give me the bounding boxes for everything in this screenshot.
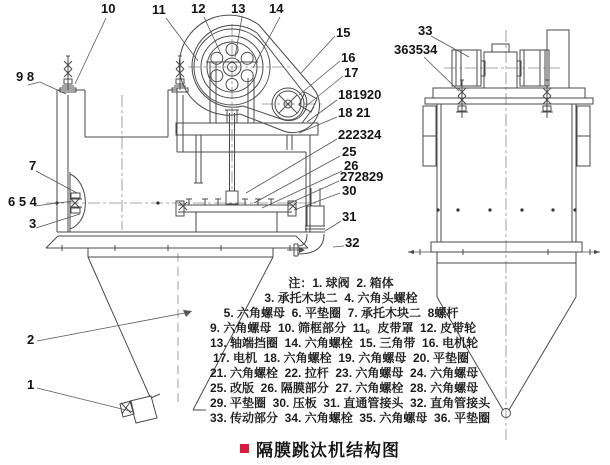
- tension-bolt-right: [172, 56, 188, 92]
- callout-11: 11: [152, 2, 166, 17]
- callout-1: 1: [27, 377, 35, 392]
- callout-31: 31: [342, 209, 357, 224]
- callout-25: 25: [342, 144, 357, 159]
- callout-30: 30: [342, 183, 357, 198]
- legend-line: 25. 改版 26. 隔膜部分 27. 六角螺栓 28. 六角螺母: [210, 381, 479, 395]
- legend-line: 21. 六角螺栓 22. 拉杆 23. 六角螺母 24. 六角螺母: [210, 366, 479, 380]
- callout-16: 16: [341, 50, 356, 65]
- callout-18-21: 18 21: [338, 105, 371, 120]
- legend-line: 33. 传动部分 34. 六角螺栓 35. 六角螺母 36. 平垫圈: [210, 411, 491, 425]
- legend-line: 注：1. 球阀 2. 箱体: [288, 276, 394, 290]
- callout-36-35-34: 363534: [394, 42, 438, 57]
- diagram-title: 隔膜跳汰机结构图: [256, 441, 400, 460]
- legend-line: 3. 承托木块二 4. 六角头螺栓: [264, 291, 418, 305]
- callout-32: 32: [345, 235, 360, 250]
- callout-22-23-24: 222324: [338, 127, 382, 142]
- callout-15: 15: [336, 25, 351, 40]
- callout-6-5-4: 6 5 4: [8, 194, 37, 209]
- callout-18-19-20: 181920: [338, 87, 382, 102]
- legend-line: 9. 六角螺母 10. 筛框部分 11。皮带罩 12. 皮带轮: [210, 321, 477, 335]
- callout-27-28-29: 272829: [340, 169, 384, 184]
- legend-line: 5. 六角螺母 6. 平垫圈 7. 承托木块二 8螺杆: [223, 306, 459, 320]
- callout-33: 33: [418, 23, 433, 38]
- legend-line: 13. 轴端挡圈 14. 六角螺栓 15. 三角带 16. 电机轮: [210, 336, 479, 350]
- callout-14: 14: [269, 1, 284, 16]
- callout-3: 3: [29, 216, 37, 231]
- tension-bolt-left: [60, 56, 76, 92]
- callout-17: 17: [344, 65, 359, 80]
- callout-26: 26: [344, 158, 359, 173]
- red-square-bullet-icon: [240, 444, 249, 453]
- callout-13: 13: [231, 1, 246, 16]
- legend-line: 29. 平垫圈 30. 压板 31. 直通管接头 32. 直角管接头: [210, 396, 491, 410]
- callout-12: 12: [191, 1, 206, 16]
- callout-9-8: 9 8: [16, 69, 35, 84]
- callout-7: 7: [29, 158, 37, 173]
- callout-2: 2: [27, 332, 35, 347]
- legend-line: 17. 电机 18. 六角螺栓 19. 六角螺母 20. 平垫圈: [212, 351, 470, 365]
- callout-10: 10: [101, 1, 116, 16]
- parts-legend: [210, 276, 491, 426]
- diagram-title-row: [240, 436, 400, 461]
